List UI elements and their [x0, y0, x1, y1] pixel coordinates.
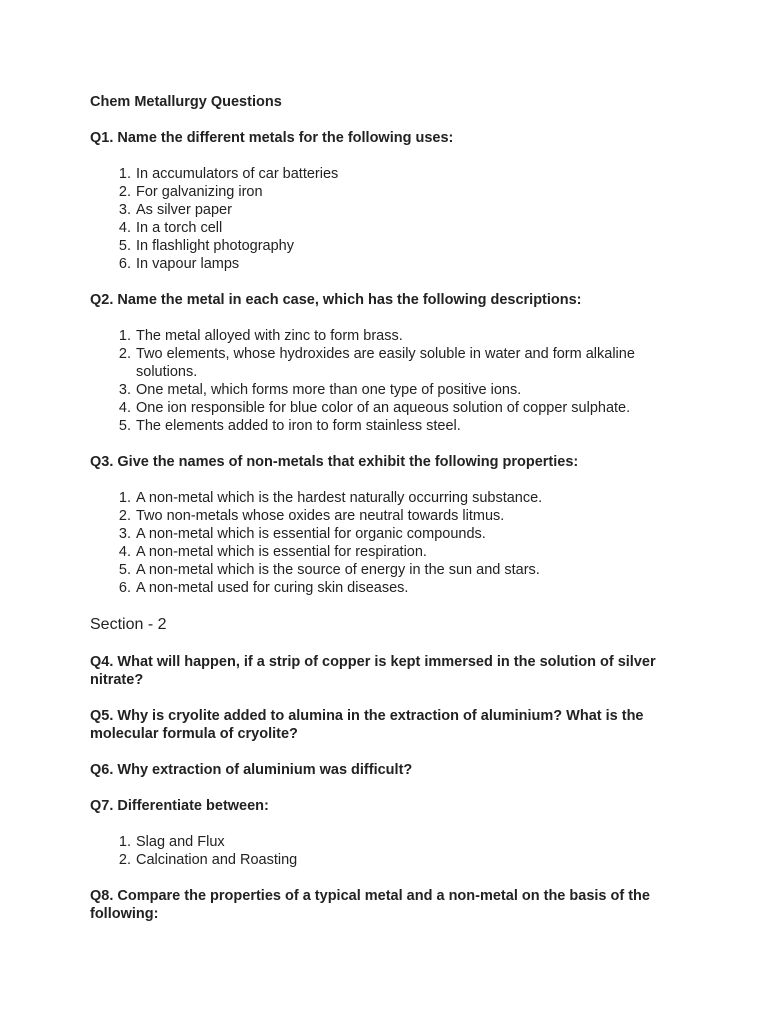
list-item: 6. A non-metal used for curing skin diseases.: [135, 579, 678, 597]
list-item: 5. The elements added to iron to form stainless steel.: [135, 417, 678, 435]
section-heading: Section - 2: [90, 616, 167, 633]
question-3: Q3. Give the names of non-metals that exhibit the following properties:: [90, 454, 579, 470]
question-8: Q8. Compare the properties of a typical metal and a non-metal on the basis of the following:: [90, 888, 650, 922]
question-7-list: [90, 833, 678, 869]
list-item: 2. Two elements, whose hydroxides are easily soluble in water and form alkaline solutions.: [135, 345, 678, 381]
list-item: 4. A non-metal which is essential for respiration.: [135, 543, 678, 561]
list-item: 2. For galvanizing iron: [135, 183, 678, 201]
list-item: 6. In vapour lamps: [135, 255, 678, 273]
list-item: 2. Two non-metals whose oxides are neutral towards litmus.: [135, 507, 678, 525]
question-4: Q4. What will happen, if a strip of copper is kept immersed in the solution of silver nitrate?: [90, 654, 656, 688]
question-5: Q5. Why is cryolite added to alumina in the extraction of aluminium? What is the molecular formula of cryolite?: [90, 708, 644, 742]
question-2: Q2. Name the metal in each case, which has the following descriptions:: [90, 292, 582, 308]
list-item: 4. In a torch cell: [135, 219, 678, 237]
list-item: 1. Slag and Flux: [135, 833, 678, 851]
question-1: Q1. Name the different metals for the following uses:: [90, 130, 454, 146]
question-3-list: [90, 489, 678, 597]
list-item: 3. A non-metal which is essential for organic compounds.: [135, 525, 678, 543]
list-item: 1. A non-metal which is the hardest naturally occurring substance.: [135, 489, 678, 507]
question-7: Q7. Differentiate between:: [90, 798, 269, 814]
question-1-list: [90, 165, 678, 273]
list-item: 1. In accumulators of car batteries: [135, 165, 678, 183]
list-item: 2. Calcination and Roasting: [135, 851, 678, 869]
list-item: 4. One ion responsible for blue color of an aqueous solution of copper sulphate.: [135, 399, 678, 417]
list-item: 5. In flashlight photography: [135, 237, 678, 255]
list-item: 1. The metal alloyed with zinc to form brass.: [135, 327, 678, 345]
document-title: Chem Metallurgy Questions: [90, 94, 282, 110]
question-6: Q6. Why extraction of aluminium was difficult?: [90, 762, 413, 778]
list-item: 5. A non-metal which is the source of energy in the sun and stars.: [135, 561, 678, 579]
list-item: 3. One metal, which forms more than one type of positive ions.: [135, 381, 678, 399]
list-item: 3. As silver paper: [135, 201, 678, 219]
question-2-list: [90, 327, 678, 435]
